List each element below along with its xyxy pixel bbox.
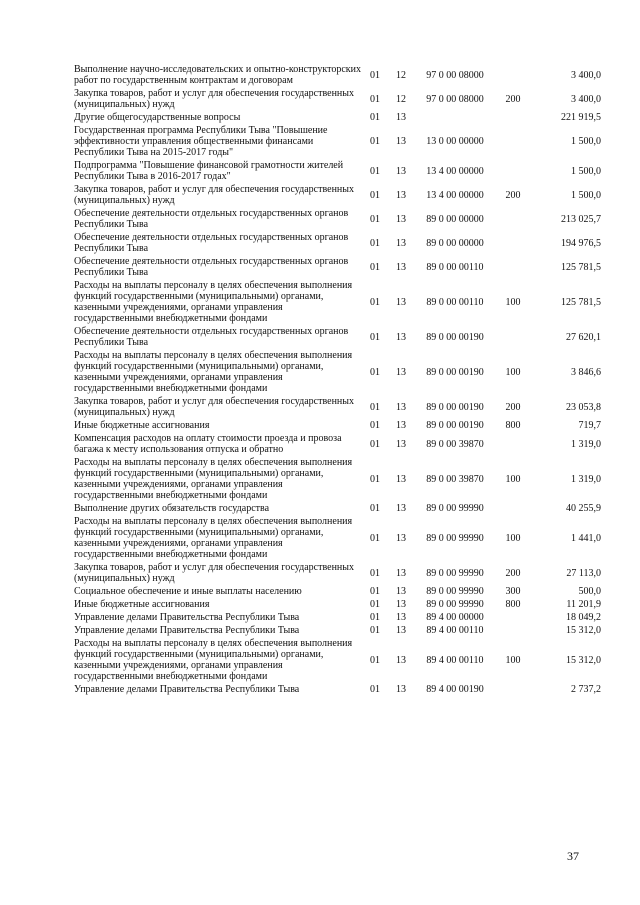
table-row <box>74 207 601 231</box>
section-code: 01 <box>370 189 380 201</box>
table-row <box>74 515 601 561</box>
expense-type-code: 200 <box>505 401 521 413</box>
target-article-code: 89 0 00 00190 <box>426 420 484 431</box>
target-article-code: 89 0 00 00000 <box>426 237 484 249</box>
row-name: Иные бюджетные ассигнования <box>74 420 210 431</box>
section-code: 01 <box>370 532 380 544</box>
expense-type-code: 100 <box>505 366 521 378</box>
section-code: 01 <box>370 567 380 579</box>
target-article-code: 89 0 00 00190 <box>426 401 484 413</box>
subsection-code: 13 <box>396 237 406 249</box>
table-row <box>74 585 601 598</box>
subsection-code: 13 <box>396 136 406 147</box>
table-row <box>74 624 601 637</box>
amount: 40 255,9 <box>566 503 601 514</box>
table-row <box>74 502 601 515</box>
amount: 125 781,5 <box>561 261 601 273</box>
section-code: 01 <box>370 654 380 666</box>
budget-table-body <box>74 63 601 696</box>
subsection-code: 13 <box>396 599 406 610</box>
table-row <box>74 395 601 419</box>
row-name: Закупка товаров, работ и услуг для обеспечения государственных (муниципальных) нужд <box>74 562 355 584</box>
target-article-code: 13 4 00 00000 <box>426 165 484 177</box>
expense-type-code <box>496 432 530 456</box>
table-row <box>74 255 601 279</box>
amount: 3 400,0 <box>571 93 601 105</box>
amount: 1 441,0 <box>571 532 601 544</box>
subsection-code: 13 <box>396 401 406 413</box>
table-row <box>74 325 601 349</box>
section-code: 01 <box>370 599 380 610</box>
section-code: 01 <box>370 261 380 273</box>
table-row <box>74 683 601 696</box>
subsection-code: 13 <box>396 473 406 485</box>
table-row <box>74 231 601 255</box>
target-article-code: 89 0 00 99990 <box>426 599 484 610</box>
section-code: 01 <box>370 586 380 597</box>
section-code: 01 <box>370 401 380 413</box>
expense-type-code: 200 <box>505 93 521 105</box>
amount: 3 400,0 <box>571 69 601 81</box>
amount: 2 737,2 <box>571 684 601 695</box>
expense-type-code <box>496 124 530 159</box>
row-name: Обеспечение деятельности отдельных государственных органов Республики Тыва <box>74 326 349 348</box>
subsection-code: 13 <box>396 366 406 378</box>
subsection-code: 13 <box>396 532 406 544</box>
amount: 15 312,0 <box>566 654 601 666</box>
row-name: Расходы на выплаты персоналу в целях обеспечения выполнения функций государственными (муниципальными) органами, казенными учреждениями, органами управления государственными внебюджетными фондами <box>74 350 353 394</box>
section-code: 01 <box>370 136 380 147</box>
row-name: Расходы на выплаты персоналу в целях обеспечения выполнения функций государственными (муниципальными) органами, казенными учреждениями, органами управления государственными внебюджетными фондами <box>74 638 353 682</box>
subsection-code: 13 <box>396 625 406 636</box>
target-article-code: 89 0 00 39870 <box>426 473 484 485</box>
target-article-code: 13 0 00 00000 <box>426 136 484 147</box>
amount: 719,7 <box>578 420 601 431</box>
section-code: 01 <box>370 69 380 81</box>
section-code: 01 <box>370 237 380 249</box>
expense-type-code: 300 <box>505 586 521 597</box>
section-code: 01 <box>370 112 380 123</box>
table-row <box>74 87 601 111</box>
row-name: Обеспечение деятельности отдельных государственных органов Республики Тыва <box>74 256 349 278</box>
expense-type-code <box>496 207 530 231</box>
expense-type-code <box>496 502 530 515</box>
subsection-code: 13 <box>396 213 406 225</box>
target-article-code: 97 0 00 08000 <box>426 93 484 105</box>
target-article-code: 89 4 00 00110 <box>426 625 484 636</box>
row-name: Компенсация расходов на оплату стоимости проезда и провоза багажа к месту использования отпуска и обратно <box>74 433 342 455</box>
section-code: 01 <box>370 473 380 485</box>
expense-type-code: 200 <box>505 189 521 201</box>
amount: 500,0 <box>578 586 601 597</box>
expense-type-code: 800 <box>505 420 521 431</box>
expense-type-code <box>496 63 530 87</box>
subsection-code: 13 <box>396 438 406 450</box>
row-name: Государственная программа Республики Тыва "Повышение эффективности управления общественными финансами Республики Тыва на 2015-2017 годы" <box>74 125 328 158</box>
expense-type-code: 100 <box>505 532 521 544</box>
row-name: Управление делами Правительства Республики Тыва <box>74 625 300 636</box>
table-row <box>74 63 601 87</box>
target-article-code: 89 0 00 99990 <box>426 567 484 579</box>
section-code: 01 <box>370 93 380 105</box>
table-row <box>74 432 601 456</box>
section-code: 01 <box>370 503 380 514</box>
target-article-code: 89 0 00 99990 <box>426 586 484 597</box>
row-name: Обеспечение деятельности отдельных государственных органов Республики Тыва <box>74 208 349 230</box>
expense-type-code: 100 <box>505 296 521 308</box>
row-name: Иные бюджетные ассигнования <box>74 599 210 610</box>
table-row <box>74 598 601 611</box>
target-article-code: 97 0 00 08000 <box>426 69 484 81</box>
subsection-code: 13 <box>396 112 406 123</box>
amount: 125 781,5 <box>561 296 601 308</box>
section-code: 01 <box>370 213 380 225</box>
expense-type-code: 100 <box>505 654 521 666</box>
amount: 221 919,5 <box>561 112 601 123</box>
target-article-code: 89 0 00 00110 <box>426 296 484 308</box>
table-row <box>74 279 601 325</box>
table-row <box>74 183 601 207</box>
row-name: Социальное обеспечение и иные выплаты населению <box>74 586 302 597</box>
expense-type-code: 200 <box>505 567 521 579</box>
row-name: Выполнение других обязательств государства <box>74 503 270 514</box>
row-name: Другие общегосударственные вопросы <box>74 112 241 123</box>
table-row <box>74 159 601 183</box>
amount: 213 025,7 <box>561 213 601 225</box>
amount: 1 500,0 <box>571 136 601 147</box>
subsection-code: 12 <box>396 93 406 105</box>
section-code: 01 <box>370 625 380 636</box>
table-row <box>74 349 601 395</box>
page-number: 37 <box>567 849 579 863</box>
expense-type-code <box>496 624 530 637</box>
section-code: 01 <box>370 420 380 431</box>
section-code: 01 <box>370 684 380 695</box>
target-article-code: 89 0 00 99990 <box>426 532 484 544</box>
table-row <box>74 124 601 159</box>
amount: 27 620,1 <box>566 331 601 343</box>
amount: 3 846,6 <box>571 366 601 378</box>
amount: 11 201,9 <box>566 599 601 610</box>
target-article-code: 89 0 00 39870 <box>426 438 484 450</box>
expense-type-code <box>496 325 530 349</box>
subsection-code: 13 <box>396 331 406 343</box>
expense-type-code <box>496 231 530 255</box>
expense-type-code <box>496 611 530 624</box>
expense-type-code: 800 <box>505 599 521 610</box>
section-code: 01 <box>370 296 380 308</box>
budget-table <box>74 63 601 696</box>
target-article-code: 13 4 00 00000 <box>426 189 484 201</box>
amount: 27 113,0 <box>566 567 601 579</box>
row-name: Закупка товаров, работ и услуг для обеспечения государственных (муниципальных) нужд <box>74 88 355 110</box>
row-name: Расходы на выплаты персоналу в целях обеспечения выполнения функций государственными (муниципальными) органами, казенными учреждениями, органами управления государственными внебюджетными фондами <box>74 457 353 501</box>
section-code: 01 <box>370 165 380 177</box>
amount: 15 312,0 <box>566 625 601 636</box>
subsection-code: 13 <box>396 296 406 308</box>
subsection-code: 13 <box>396 420 406 431</box>
subsection-code: 13 <box>396 684 406 695</box>
subsection-code: 13 <box>396 654 406 666</box>
expense-type-code: 100 <box>505 473 521 485</box>
table-row <box>74 561 601 585</box>
target-article-code: 89 4 00 00000 <box>426 612 484 623</box>
expense-type-code <box>496 111 530 124</box>
target-article-code: 89 0 00 00110 <box>426 261 484 273</box>
amount: 1 500,0 <box>571 189 601 201</box>
table-row <box>74 111 601 124</box>
expense-type-code <box>496 255 530 279</box>
row-name: Расходы на выплаты персоналу в целях обеспечения выполнения функций государственными (муниципальными) органами, казенными учреждениями, органами управления государственными внебюджетными фондами <box>74 280 353 324</box>
subsection-code: 13 <box>396 261 406 273</box>
subsection-code: 13 <box>396 189 406 201</box>
row-name: Расходы на выплаты персоналу в целях обеспечения выполнения функций государственными (муниципальными) органами, казенными учреждениями, органами управления государственными внебюджетными фондами <box>74 516 353 560</box>
target-article-code: 89 4 00 00190 <box>426 684 484 695</box>
subsection-code: 12 <box>396 69 406 81</box>
section-code: 01 <box>370 366 380 378</box>
row-name: Управление делами Правительства Республики Тыва <box>74 684 300 695</box>
table-row <box>74 637 601 683</box>
subsection-code: 13 <box>396 503 406 514</box>
table-row <box>74 611 601 624</box>
subsection-code: 13 <box>396 586 406 597</box>
subsection-code: 13 <box>396 612 406 623</box>
target-article-code: 89 0 00 00190 <box>426 331 484 343</box>
row-name: Закупка товаров, работ и услуг для обеспечения государственных (муниципальных) нужд <box>74 184 355 206</box>
amount: 18 049,2 <box>566 612 601 623</box>
target-article-code: 89 4 00 00110 <box>426 654 484 666</box>
section-code: 01 <box>370 438 380 450</box>
target-article-code: 89 0 00 99990 <box>426 503 484 514</box>
amount: 194 976,5 <box>561 237 601 249</box>
subsection-code: 13 <box>396 165 406 177</box>
expense-type-code <box>496 159 530 183</box>
amount: 1 500,0 <box>571 165 601 177</box>
row-name: Выполнение научно-исследовательских и опытно-конструкторских работ по государственным контрактам и договорам <box>74 64 362 86</box>
row-name: Управление делами Правительства Республики Тыва <box>74 612 300 623</box>
table-row <box>74 456 601 502</box>
amount: 23 053,8 <box>566 401 601 413</box>
amount: 1 319,0 <box>571 438 601 450</box>
section-code: 01 <box>370 331 380 343</box>
subsection-code: 13 <box>396 567 406 579</box>
target-article-code: 89 0 00 00000 <box>426 213 484 225</box>
row-name: Обеспечение деятельности отдельных государственных органов Республики Тыва <box>74 232 349 254</box>
amount: 1 319,0 <box>571 473 601 485</box>
expense-type-code <box>496 683 530 696</box>
row-name: Подпрограмма "Повышение финансовой грамотности жителей Республики Тыва в 2016-2017 годах" <box>74 160 344 182</box>
target-article-code <box>414 111 496 124</box>
row-name: Закупка товаров, работ и услуг для обеспечения государственных (муниципальных) нужд <box>74 396 355 418</box>
target-article-code: 89 0 00 00190 <box>426 366 484 378</box>
section-code: 01 <box>370 612 380 623</box>
table-row <box>74 419 601 432</box>
